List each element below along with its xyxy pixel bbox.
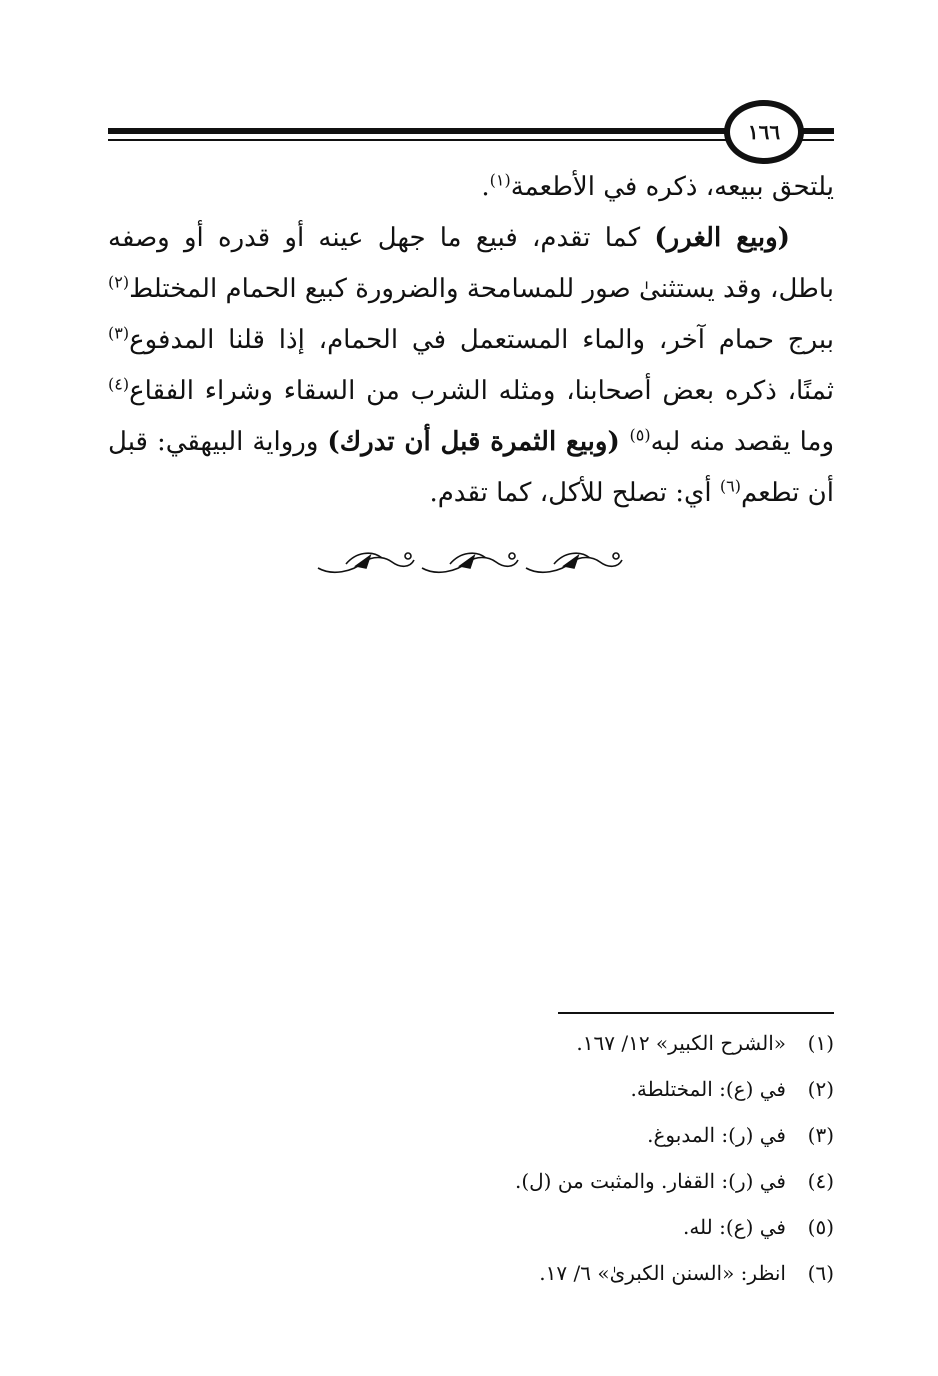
- section-divider-ornament: [312, 542, 628, 582]
- footnote-number: (٥): [807, 1215, 834, 1239]
- page-number: ١٦٦: [747, 120, 781, 144]
- footnote-6: [108, 1250, 834, 1296]
- footnote-4: [108, 1158, 834, 1204]
- footnote-ref-2[interactable]: (٢): [108, 272, 130, 292]
- paragraph-1: يلتحق ببيعه، ذكره في الأطعمة$^{(١)}$.: [481, 170, 834, 202]
- footnote-number: (٤): [807, 1169, 834, 1193]
- paragraph-2: (وبيع الغرر) كما تقدم، فبيع ما جهل عينه أو قدره أو وصفه باطل، وقد يستثنىٰ صور للمسامحة والضرورة كبيع الحمام المختلط$^{(٢)}$ ببرج حمام آخر، والماء المستعمل في الحمام، إذا قلنا المدفوع$^{(٣)}$ ثمنًا، ذكره بعض أصحابنا، ومثله الشرب من السقاء وشراء الفقاع$^{(٤)}$ وما يقصد منه لبه$^{(٥)}$ (وبيع الثمرة قبل أن تدرك) ورواية البيهقي: قبل أن تطعم$^{(٦)}$ أي: تصلح للأكل، كما تقدم.: [108, 223, 835, 508]
- footnote-text: «الشرح الكبير» ١٢/ ١٦٧.: [576, 1031, 786, 1055]
- footnote-text: في (ر): المدبوغ.: [647, 1123, 786, 1147]
- footnote-text: في (ر): القفار. والمثبت من (ل).: [514, 1169, 786, 1193]
- footnote-text: في (ع): المختلطة.: [630, 1077, 786, 1101]
- footnote-text: انظر: «السنن الكبرىٰ» ٦/ ١٧.: [539, 1261, 786, 1285]
- bold-term-fruit: (وبيع الثمرة قبل أن تدرك): [327, 427, 630, 457]
- footnote-number: (٦): [807, 1261, 834, 1285]
- footnote-number: (٣): [807, 1123, 834, 1147]
- page-number-badge: [724, 100, 804, 164]
- footnote-2: [108, 1066, 834, 1112]
- footnote-3: [108, 1112, 834, 1158]
- footnote-separator: [558, 1012, 834, 1014]
- footnote-5: [108, 1204, 834, 1250]
- footnote-ref-4[interactable]: (٤): [108, 374, 130, 394]
- main-text: [108, 162, 834, 519]
- footnote-1: [108, 1020, 834, 1066]
- footnote-number: (١): [807, 1031, 834, 1055]
- footnotes: [108, 1020, 834, 1296]
- footnote-ref-6[interactable]: (٦): [719, 476, 741, 496]
- footnote-text: في (ع): لله.: [682, 1215, 786, 1239]
- footnote-ref-5[interactable]: (٥): [629, 425, 651, 445]
- bold-term-gharar: (وبيع الغرر): [654, 223, 790, 253]
- footnote-ref-3[interactable]: (٣): [108, 323, 130, 343]
- footnote-ref-1[interactable]: (١): [489, 170, 511, 190]
- footnote-number: (٢): [807, 1077, 834, 1101]
